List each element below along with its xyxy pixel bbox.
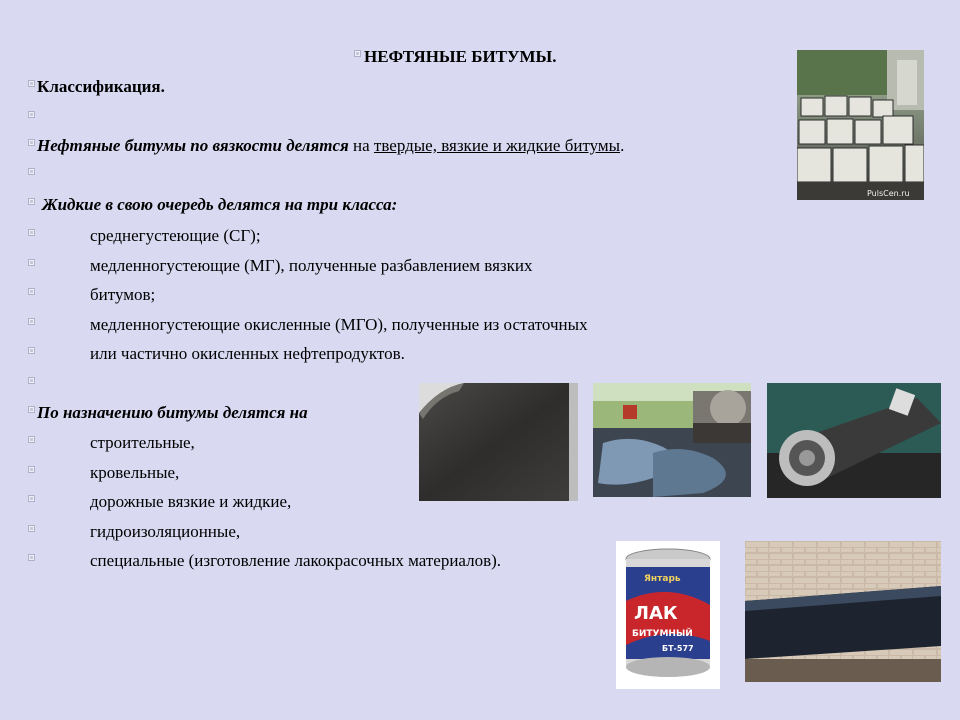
bullet-icon bbox=[354, 50, 361, 57]
bullet-icon bbox=[28, 466, 35, 473]
bullet-icon bbox=[28, 554, 35, 561]
can-brand-text: Янтарь bbox=[644, 574, 681, 584]
purpose-item: гидроизоляционные, bbox=[90, 522, 241, 541]
bullet-icon bbox=[28, 259, 35, 266]
liquid-item: медленногустеющие окисленные (МГО), полученные из остаточных bbox=[90, 315, 588, 334]
can-code-text: БТ-577 bbox=[662, 644, 694, 653]
bullet-icon bbox=[28, 347, 35, 354]
bitumen-bags-photo bbox=[797, 50, 924, 200]
liquid-item: битумов; bbox=[90, 285, 156, 304]
watermark-text: PulsCen.ru bbox=[867, 189, 910, 198]
can-title-text: ЛАК bbox=[634, 603, 678, 624]
bullet-icon bbox=[28, 229, 35, 236]
viscosity-mid: на bbox=[348, 136, 374, 155]
can-subtitle-text: БИТУМНЫЙ bbox=[632, 629, 693, 639]
bullet-icon bbox=[28, 436, 35, 443]
lacquer-can-photo bbox=[616, 541, 720, 689]
purpose-item: кровельные, bbox=[90, 463, 180, 482]
purpose-heading: По назначению битумы делятся на bbox=[37, 403, 308, 422]
bullet-icon bbox=[28, 377, 35, 384]
bullet-icon bbox=[28, 525, 35, 532]
bullet-icon bbox=[28, 198, 35, 205]
bullet-icon bbox=[28, 139, 35, 146]
roofing-sheet-photo bbox=[419, 383, 578, 501]
waterproofing-photo bbox=[745, 541, 941, 682]
viscosity-line bbox=[37, 136, 624, 156]
purpose-item: специальные (изготовление лакокрасочных материалов). bbox=[90, 551, 502, 570]
viscosity-types: твердые, вязкие и жидкие битумы bbox=[373, 136, 621, 155]
liquid-item: среднегустеющие (СГ); bbox=[90, 226, 261, 245]
bullet-icon bbox=[28, 495, 35, 502]
viscosity-lead: Нефтяные битумы по вязкости делятся bbox=[37, 136, 349, 155]
bullet-icon bbox=[28, 406, 35, 413]
liquid-item: или частично окисленных нефтепродуктов. bbox=[90, 344, 405, 363]
bullet-icon bbox=[28, 111, 35, 118]
bitumen-roll-photo bbox=[767, 383, 941, 498]
bullet-icon bbox=[28, 318, 35, 325]
viscosity-tail: . bbox=[620, 136, 625, 155]
road-paving-photo bbox=[593, 383, 751, 497]
bullet-icon bbox=[28, 288, 35, 295]
bullet-icon bbox=[28, 80, 35, 87]
liquid-item: медленногустеющие (МГ), полученные разбавлением вязких bbox=[90, 256, 533, 275]
purpose-item: дорожные вязкие и жидкие, bbox=[90, 492, 292, 511]
classification-heading: Классификация. bbox=[37, 77, 165, 96]
liquid-heading: Жидкие в свою очередь делятся на три класса: bbox=[42, 195, 398, 214]
purpose-item: строительные, bbox=[90, 433, 195, 452]
bullet-icon bbox=[28, 168, 35, 175]
slide-title: НЕФТЯНЫЕ БИТУМЫ. bbox=[364, 47, 557, 66]
